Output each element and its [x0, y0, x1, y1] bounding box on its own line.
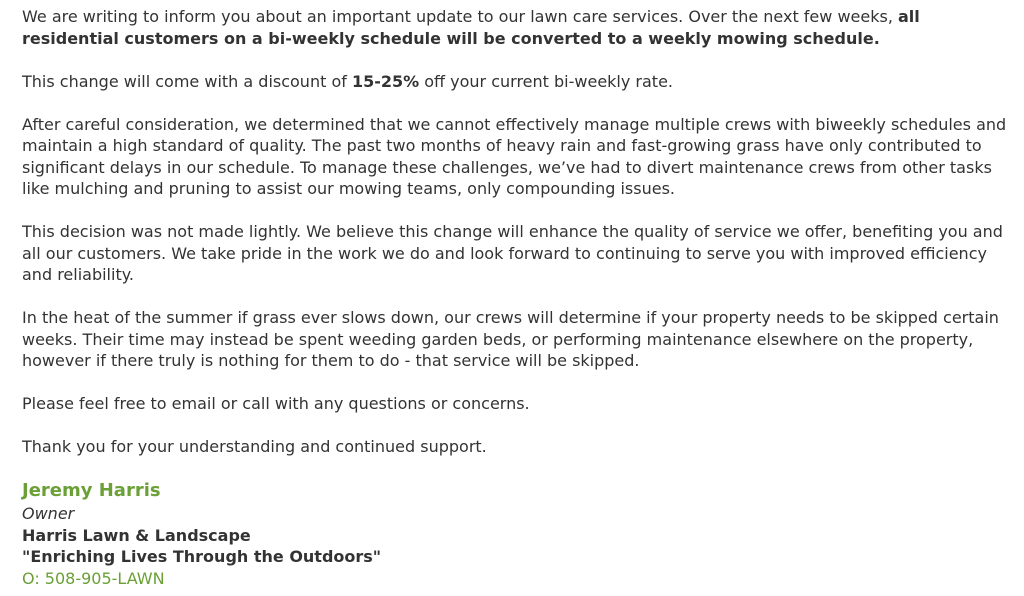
- paragraph-discount: [22, 71, 1012, 93]
- signature-company: Harris Lawn & Landscape: [22, 525, 251, 545]
- paragraph-thanks: Thank you for your understanding and continued support.: [22, 437, 487, 456]
- paragraph-reasoning: After careful consideration, we determined that we cannot effectively manage multiple crews with biweekly schedules and maintain a high standard of quality. The past two months of heavy rain and fast-growing grass have only contributed to significant delays in our schedule. To manage these challenges, we’ve had to divert maintenance crews from other tasks like mulching and pruning to assist our mowing teams, only compounding issues.: [22, 114, 1007, 198]
- paragraph-summer-skip: In the heat of the summer if grass ever slows down, our crews will determine if your property needs to be skipped certain weeks. Their time may instead be spent weeding garden beds, or performing maintenance elsewhere on the property, however if there truly is nothing for them to do - that service will be skipped.: [22, 308, 999, 370]
- paragraph-service-update: [22, 6, 1012, 49]
- paragraph-discount-before: This change will come with a discount of: [22, 71, 352, 91]
- paragraph-service-update-text: We are writing to inform you about an important update to our lawn care services. Over the next few weeks,: [22, 7, 898, 26]
- signature-tagline: "Enriching Lives Through the Outdoors": [22, 547, 382, 566]
- signature-role: Owner: [22, 504, 75, 523]
- paragraph-service-update-bold: all residential customers on a bi-weekly schedule will be converted to a weekly mowing schedule.: [22, 7, 920, 48]
- signature-phone-link[interactable]: O: 508-905-LAWN: [22, 568, 165, 588]
- email-signature: [22, 479, 1012, 589]
- email-body: [22, 6, 1012, 589]
- paragraph-discount-amount: 15-25%: [351, 71, 420, 91]
- paragraph-contact: Please feel free to email or call with any questions or concerns.: [22, 394, 530, 413]
- paragraph-discount-after: off your current bi-weekly rate.: [419, 71, 674, 91]
- paragraph-decision: This decision was not made lightly. We believe this change will enhance the quality of service we offer, benefiting you and all our customers. We take pride in the work we do and look forward to continuing to serve you with improved efficiency and reliability.: [22, 222, 1003, 284]
- signature-name: Jeremy Harris: [22, 480, 161, 501]
